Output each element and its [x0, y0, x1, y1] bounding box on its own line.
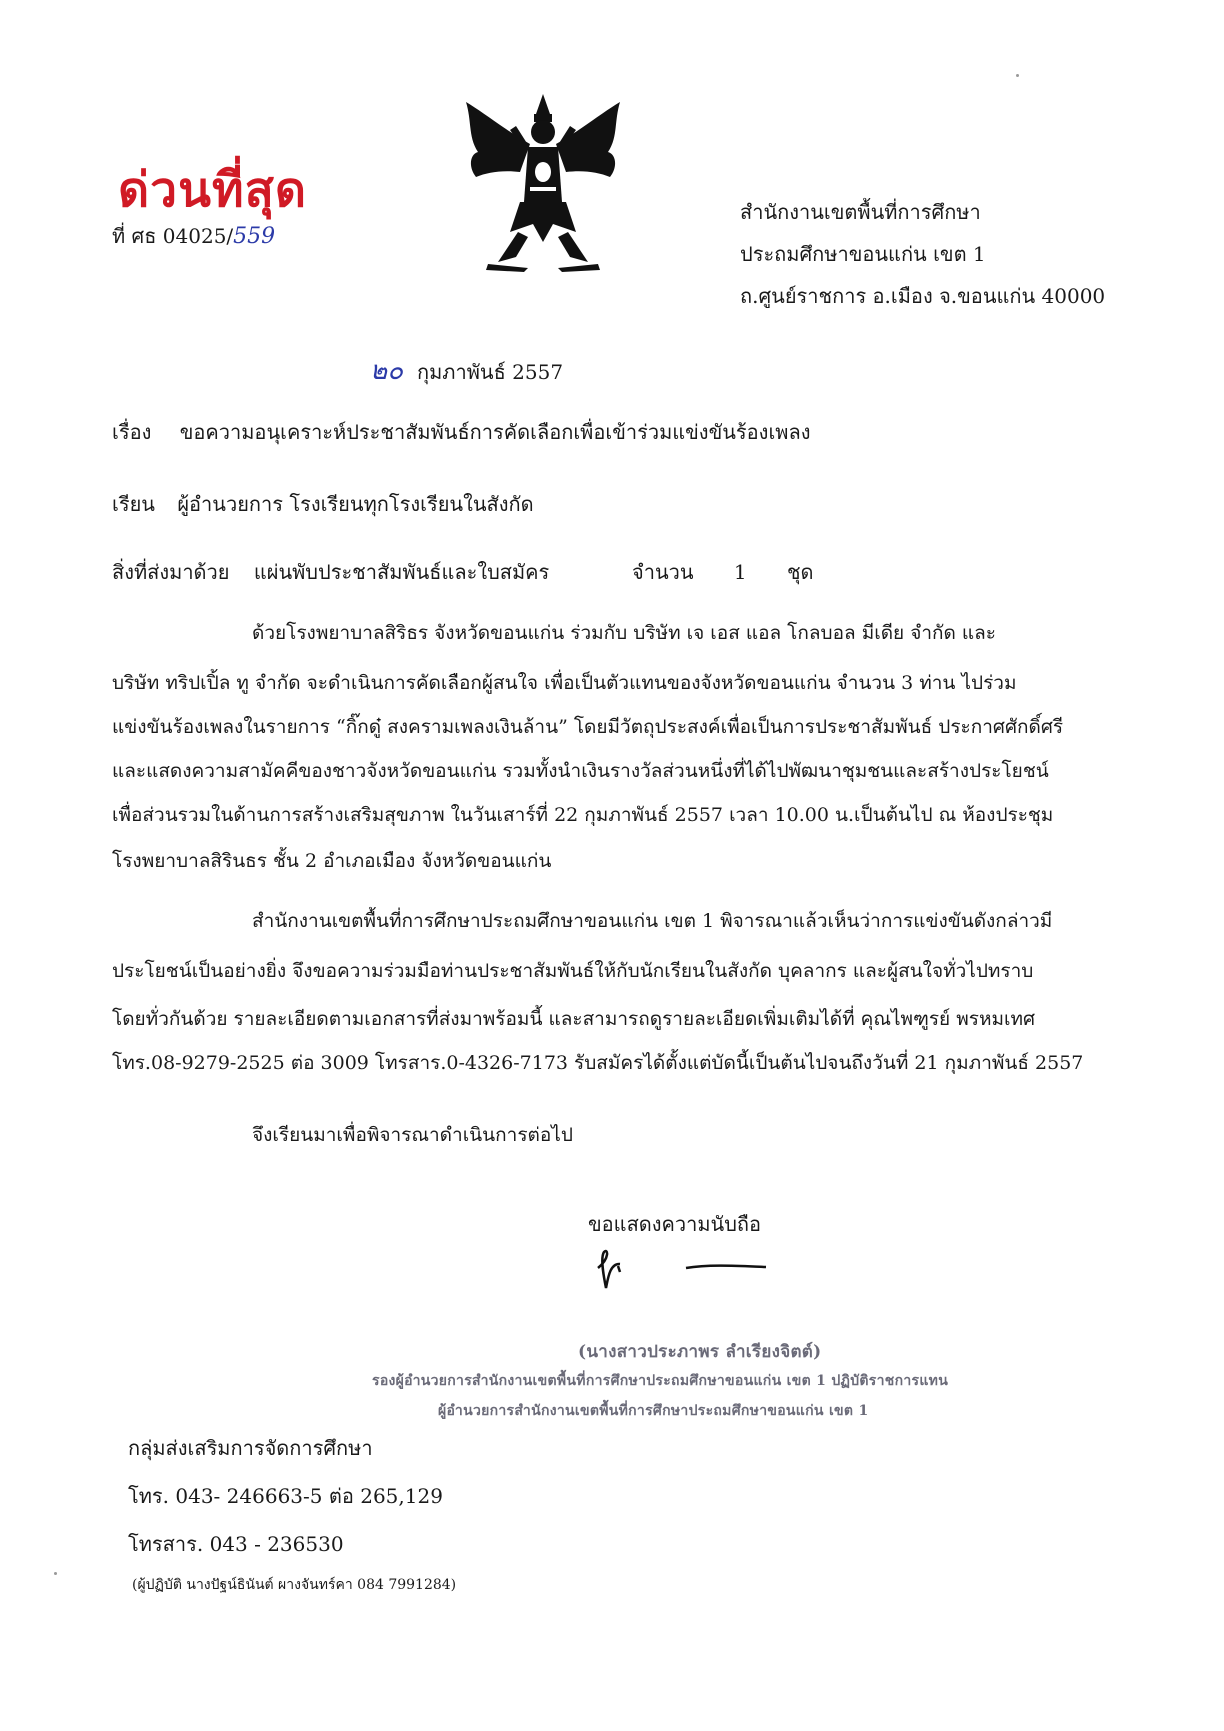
- scan-speck: [1016, 74, 1019, 77]
- enclosure-text: แผ่นพับประชาสัมพันธ์และใบสมัคร: [253, 560, 550, 584]
- signatory-title-1: รองผู้อำนวยการสำนักงานเขตพื้นที่การศึกษาประถมศึกษาขอนแก่น เขต 1 ปฏิบัติราชการแทน: [372, 1373, 949, 1389]
- enclosure-quantity: [632, 556, 814, 588]
- footer-phone: โทร. 043- 246663-5 ต่อ 265,129: [128, 1484, 443, 1508]
- subject-text: ขอความอนุเคราะห์ประชาสัมพันธ์การคัดเลือกเพื่อเข้าร่วมแข่งขันร้องเพลง: [179, 420, 811, 444]
- paragraph-1-line: แข่งขันร้องเพลงในรายการ “กิ๊กดู๋ สงครามเพลงเงินล้าน” โดยมีวัตถุประสงค์เพื่อเป็นการประชาสัมพันธ์ ประกาศศักดิ์ศรี: [112, 716, 1064, 738]
- paragraph-2-line: โดยทั่วกันด้วย รายละเอียดตามเอกสารที่ส่งมาพร้อมนี้ และสามารถดูรายละเอียดเพิ่มเติมได้ที่ คุณไพฑูรย์ พรหมเทศ: [112, 1008, 1036, 1030]
- ref-prefix: ที่ ศธ 04025/: [112, 224, 234, 248]
- enclosure-line: [112, 556, 549, 588]
- subject-line: [112, 416, 810, 448]
- paragraph-1-line: เพื่อส่วนรวมในด้านการสร้างเสริมสุขภาพ ในวันเสาร์ที่ 22 กุมภาพันธ์ 2557 เวลา 10.00 น.เป็นต้นไป ณ ห้องประชุม: [112, 804, 1054, 826]
- enclosure-qty: 1: [733, 560, 747, 584]
- footer-department: กลุ่มส่งเสริมการจัดการศึกษา: [128, 1436, 373, 1460]
- date-day-handwritten: ๒๐: [370, 356, 404, 386]
- signatory-name: (นางสาวประภาพร ลำเรียงจิตต์): [578, 1342, 822, 1362]
- paragraph-1-line: บริษัท ทริปเปิ้ล ทู จำกัด จะดำเนินการคัดเลือกผู้สนใจ เพื่อเป็นตัวแทนของจังหวัดขอนแก่น จำนวน 3 ท่าน ไปร่วม: [112, 672, 1017, 694]
- recipient-text: ผู้อำนวยการ โรงเรียนทุกโรงเรียนในสังกัด: [177, 492, 534, 516]
- scan-speck: [54, 1572, 57, 1575]
- footer-fax: โทรสาร. 043 - 236530: [128, 1532, 344, 1556]
- subject-label: เรื่อง: [112, 420, 152, 444]
- reference-number: [112, 220, 275, 252]
- closing-line: จึงเรียนมาเพื่อพิจารณาดำเนินการต่อไป: [252, 1124, 573, 1146]
- document-date: [370, 350, 563, 391]
- paragraph-1-line: โรงพยาบาลสิรินธร ชั้น 2 อำเภอเมือง จังหวัดขอนแก่น: [112, 850, 552, 872]
- handwritten-signature: [590, 1238, 770, 1298]
- garuda-emblem-icon: [458, 92, 628, 272]
- recipient-line: [112, 488, 534, 520]
- enclosure-unit: ชุด: [786, 560, 814, 584]
- paragraph-1-line: และแสดงความสามัคคีของชาวจังหวัดขอนแก่น รวมทั้งนำเงินรางวัลส่วนหนึ่งที่ได้ไปพัฒนาชุมชนและสร้างประโยชน์: [112, 760, 1049, 782]
- regards: ขอแสดงความนับถือ: [588, 1212, 762, 1236]
- paragraph-2-line: สำนักงานเขตพื้นที่การศึกษาประถมศึกษาขอนแก่น เขต 1 พิจารณาแล้วเห็นว่าการแข่งขันดังกล่าวมี: [252, 910, 1053, 932]
- date-month-year: กุมภาพันธ์ 2557: [417, 360, 564, 384]
- enclosure-qty-label: จำนวน: [632, 560, 694, 584]
- recipient-label: เรียน: [112, 492, 155, 516]
- office-line-3: ถ.ศูนย์ราชการ อ.เมือง จ.ขอนแก่น 40000: [740, 284, 1106, 308]
- office-line-1: สำนักงานเขตพื้นที่การศึกษา: [740, 200, 981, 224]
- enclosure-label: สิ่งที่ส่งมาด้วย: [112, 560, 230, 584]
- paragraph-2-line: ประโยชน์เป็นอย่างยิ่ง จึงขอความร่วมมือท่านประชาสัมพันธ์ให้กับนักเรียนในสังกัด บุคลากร และผู้สนใจทั่วไปทราบ: [112, 960, 1034, 982]
- signatory-title-2: ผู้อำนวยการสำนักงานเขตพื้นที่การศึกษาประถมศึกษาขอนแก่น เขต 1: [438, 1403, 869, 1419]
- paragraph-1-line: ด้วยโรงพยาบาลสิริธร จังหวัดขอนแก่น ร่วมกับ บริษัท เจ เอส แอล โกลบอล มีเดีย จำกัด และ: [252, 622, 996, 644]
- office-line-2: ประถมศึกษาขอนแก่น เขต 1: [740, 242, 986, 266]
- ref-number-handwritten: 559: [233, 224, 276, 249]
- paragraph-2-line: โทร.08-9279-2525 ต่อ 3009 โทรสาร.0-4326-7173 รับสมัครได้ตั้งแต่บัดนี้เป็นต้นไปจนถึงวันที่ 21 กุมภาพันธ์ 2557: [112, 1052, 1084, 1074]
- urgency-stamp: ด่วนที่สุด: [118, 162, 308, 218]
- footer-contact: (ผู้ปฏิบัติ นางปัฐน์ธินันต์ ผางจันทร์คา 084 7991284): [132, 1577, 457, 1593]
